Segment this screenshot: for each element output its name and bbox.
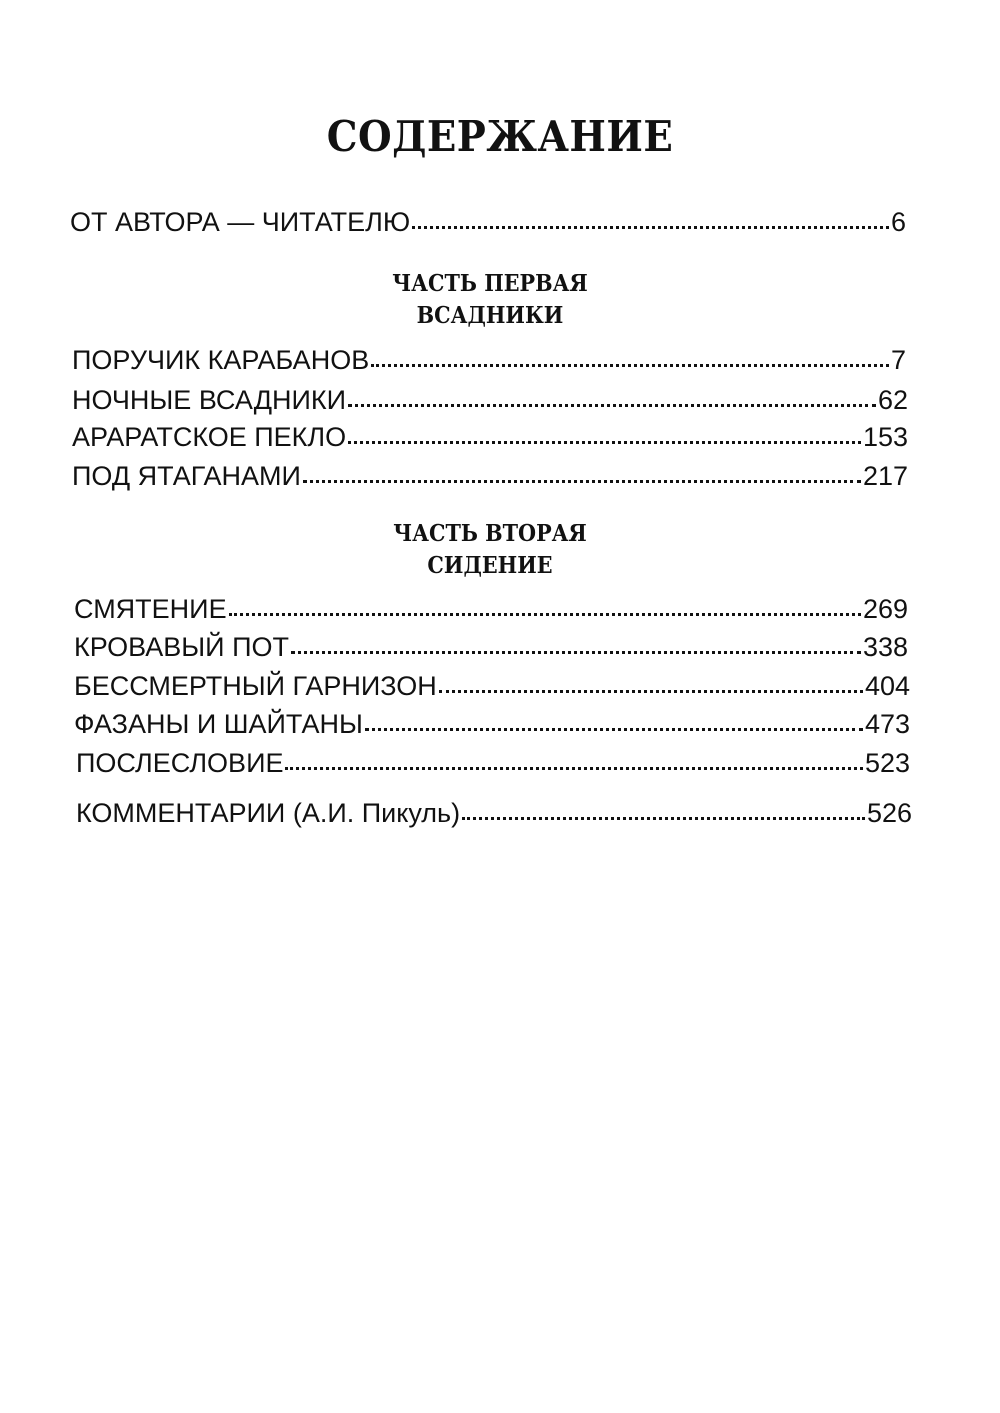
toc-entry-label: ПОД ЯТАГАНАМИ: [72, 461, 301, 491]
toc-entry: [74, 591, 908, 627]
toc-entry-page: 473: [864, 709, 910, 739]
dot-leader: [348, 404, 876, 407]
toc-entry: [74, 629, 908, 665]
toc-entry: [74, 668, 910, 704]
toc-entry-label: ПОСЛЕСЛОВИЕ: [76, 748, 284, 778]
dot-leader: [291, 651, 861, 654]
toc-entry-label: ПОРУЧИК КАРАБАНОВ: [72, 345, 370, 375]
toc-entry-page: 153: [862, 422, 908, 452]
toc-entry-page: 404: [864, 671, 910, 701]
toc-entry-label: ФАЗАНЫ И ШАЙТАНЫ: [74, 709, 363, 739]
dot-leader: [285, 767, 862, 770]
part-two-heading: ЧАСТЬ ВТОРАЯ: [393, 520, 587, 547]
toc-entry: [72, 458, 908, 494]
toc-entry: [74, 706, 910, 742]
toc-entry-page: 523: [864, 748, 910, 778]
dot-leader: [348, 441, 861, 444]
toc-entry-page: 7: [890, 345, 906, 375]
toc-entry-label: СМЯТЕНИЕ: [74, 594, 227, 624]
toc-entry-page: 269: [862, 594, 908, 624]
part-one-subtitle: ВСАДНИКИ: [416, 302, 564, 329]
dot-leader: [371, 364, 889, 367]
dot-leader: [365, 728, 863, 731]
toc-entry-page: 6: [890, 207, 906, 237]
toc-entry-label: АРАРАТСКОЕ ПЕКЛО: [72, 422, 347, 452]
toc-entry: [72, 382, 908, 418]
toc-entry: [72, 342, 906, 378]
toc-entry-page: 62: [877, 385, 908, 415]
dot-leader: [412, 226, 889, 229]
part-one-heading: ЧАСТЬ ПЕРВАЯ: [392, 270, 588, 297]
toc-entry-label: БЕССМЕРТНЫЙ ГАРНИЗОН: [74, 671, 437, 701]
dot-leader: [462, 817, 865, 820]
dot-leader: [439, 690, 863, 693]
toc-entry-page: 526: [866, 798, 912, 828]
toc-entry-label: НОЧНЫЕ ВСАДНИКИ: [72, 385, 347, 415]
dot-leader: [303, 480, 861, 483]
page-title: СОДЕРЖАНИЕ: [326, 112, 674, 161]
toc-entry: [72, 419, 908, 455]
toc-entry-page: 217: [862, 461, 908, 491]
toc-entry-label: КРОВАВЫЙ ПОТ: [74, 632, 289, 662]
dot-leader: [229, 613, 861, 616]
toc-entry: [76, 745, 910, 781]
toc-entry-label: КОММЕНТАРИИ (А.И. Пикуль): [76, 798, 461, 828]
toc-entry-page: 338: [862, 632, 908, 662]
part-two-subtitle: СИДЕНИЕ: [427, 552, 553, 579]
toc-entry-preface: [70, 204, 906, 240]
toc-entry-label: ОТ АВТОРА — ЧИТАТЕЛЮ: [70, 207, 411, 237]
toc-entry-commentary: [76, 795, 912, 831]
